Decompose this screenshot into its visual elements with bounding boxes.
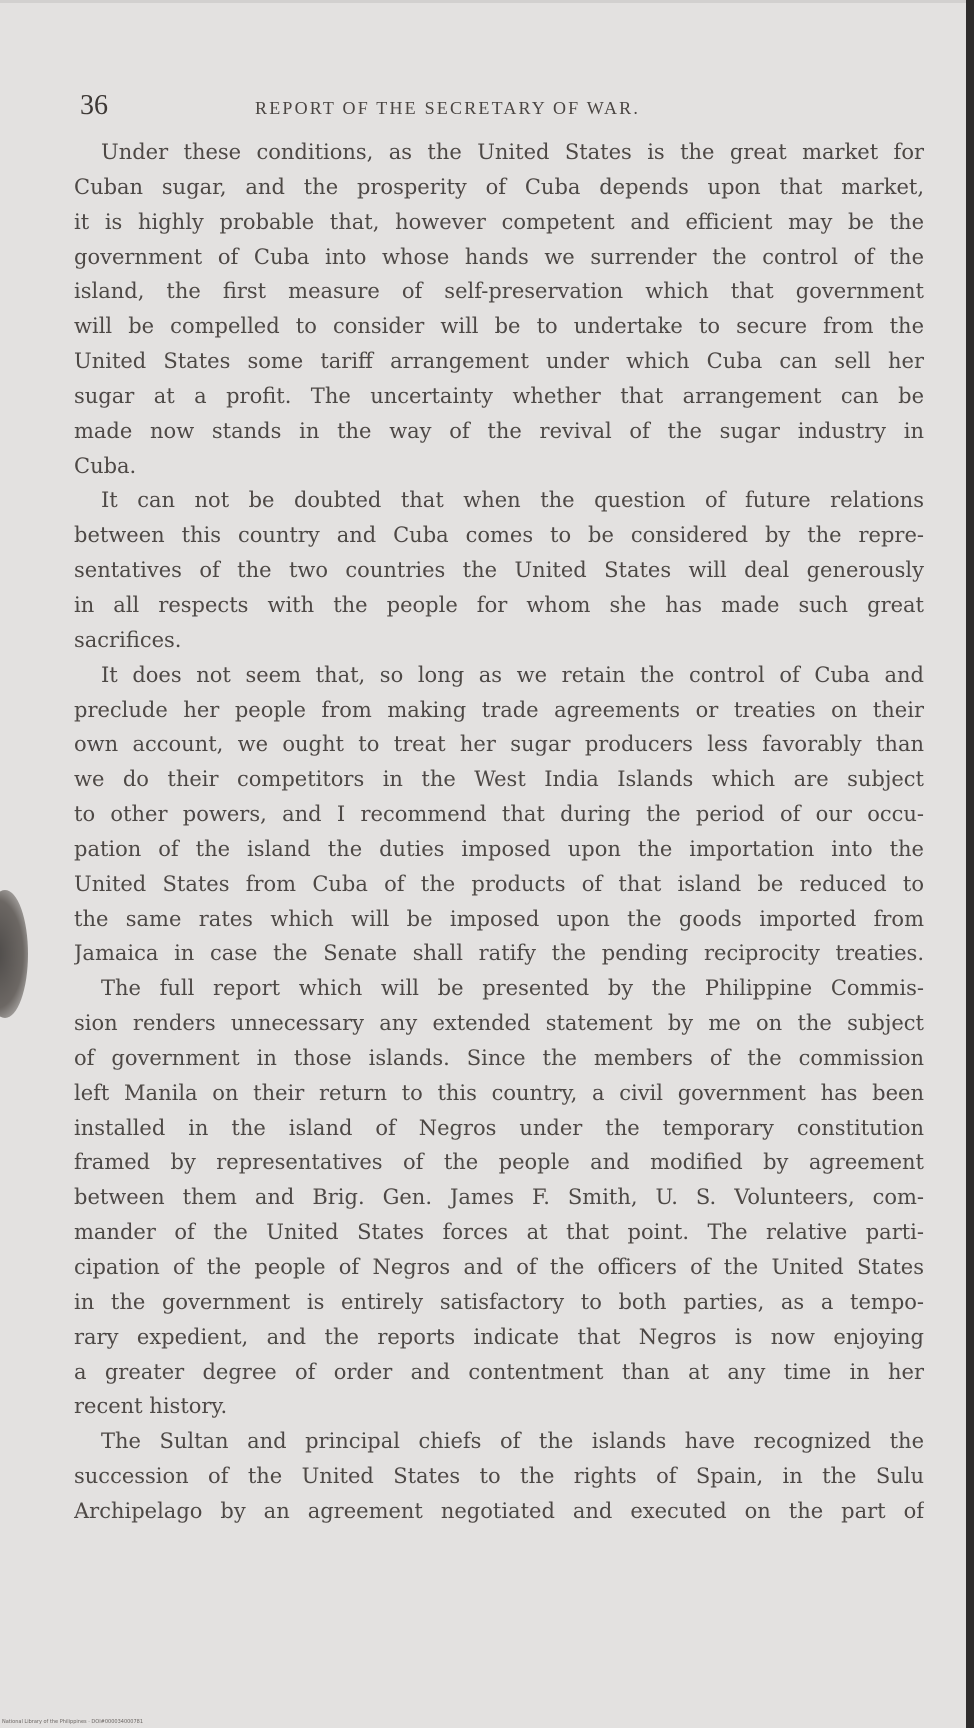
text-line: sugar at a profit. The uncertainty whether that arrangement can be — [74, 383, 924, 408]
text-line: left Manila on their return to this country, a civil government has been — [74, 1080, 924, 1105]
text-line: sion renders unnecessary any extended statement by me on the subject — [74, 1011, 924, 1036]
body-text — [74, 135, 924, 1529]
text-line: to other powers, and I recommend that during the period of our occu- — [74, 802, 924, 827]
text-line: of government in those islands. Since the members of the commission — [74, 1045, 924, 1070]
text-line: rary expedient, and the reports indicate that Negros is now enjoying — [74, 1324, 924, 1349]
text-line: recent history. — [74, 1394, 228, 1419]
text-line: The Sultan and principal chiefs of the islands have recognized the — [101, 1429, 924, 1454]
text-line: United States some tariff arrangement under which Cuba can sell her — [74, 349, 924, 374]
text-line: It does not seem that, so long as we retain the control of Cuba and — [101, 662, 924, 687]
text-line: cipation of the people of Negros and of the officers of the United States — [74, 1255, 924, 1279]
text-line: it is highly probable that, however competent and efficient may be the — [74, 209, 924, 234]
text-line: island, the first measure of self-preservation which that government — [74, 279, 924, 304]
text-line: government of Cuba into whose hands we surrender the control of the — [74, 244, 924, 269]
text-line: the same rates which will be imposed upon the goods imported from — [74, 906, 924, 931]
text-line: It can not be doubted that when the question of future relations — [101, 488, 924, 513]
text-line: in the government is entirely satisfactory to both parties, as a tempo- — [74, 1289, 924, 1314]
text-line: mander of the United States forces at that point. The relative parti- — [74, 1220, 924, 1245]
text-line: own account, we ought to treat her sugar producers less favorably than — [74, 732, 924, 757]
text-line: between them and Brig. Gen. James F. Smith, U. S. Volunteers, com- — [74, 1185, 924, 1210]
text-line: Cuba. — [74, 453, 137, 478]
page-number: 36 — [80, 90, 108, 121]
text-line: Archipelago by an agreement negotiated and executed on the part of — [74, 1498, 924, 1523]
scan-footer-note: National Library of the Philippines · DOI#000034000781 — [2, 1719, 144, 1725]
text-line: installed in the island of Negros under the temporary constitution — [74, 1115, 924, 1140]
text-line: pation of the island the duties imposed upon the importation into the — [74, 836, 924, 861]
text-line: Jamaica in case the Senate shall ratify the pending reciprocity treaties. — [74, 941, 924, 966]
text-line: we do their competitors in the West India Islands which are subject — [74, 767, 924, 792]
text-line: between this country and Cuba comes to be considered by the repre- — [74, 523, 924, 548]
text-line: a greater degree of order and contentment than at any time in her — [74, 1359, 924, 1384]
text-line: Under these conditions, as the United States is the great market for — [101, 140, 924, 164]
text-line: preclude her people from making trade agreements or treaties on their — [74, 697, 924, 722]
text-line: framed by representatives of the people and modified by agreement — [74, 1150, 924, 1175]
text-line: sacrifices. — [74, 627, 182, 652]
text-line: Cuban sugar, and the prosperity of Cuba depends upon that market, — [74, 174, 924, 199]
text-line: in all respects with the people for whom she has made such great — [74, 592, 924, 617]
running-head — [80, 90, 900, 130]
running-head-title: REPORT OF THE SECRETARY OF WAR. — [255, 98, 641, 118]
text-line: The full report which will be presented by the Philippine Commis- — [101, 976, 924, 1001]
text-line: sentatives of the two countries the United States will deal generously — [74, 558, 924, 583]
text-line: will be compelled to consider will be to undertake to secure from the — [74, 314, 924, 339]
text-line: United States from Cuba of the products of that island be reduced to — [74, 871, 924, 896]
text-line: succession of the United States to the rights of Spain, in the Sulu — [74, 1464, 924, 1489]
text-line: made now stands in the way of the revival of the sugar industry in — [74, 418, 924, 443]
